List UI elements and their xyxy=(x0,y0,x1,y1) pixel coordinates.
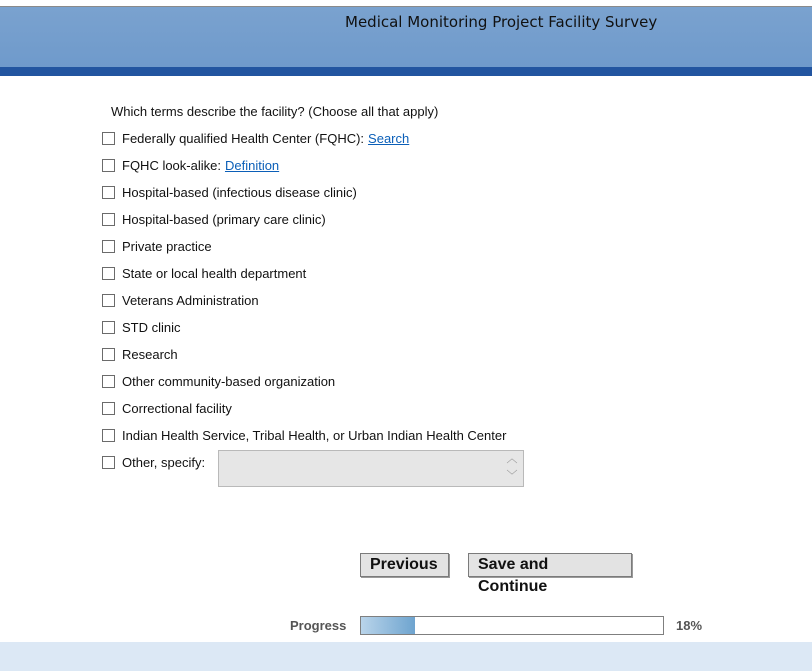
option-label: Hospital-based (primary care clinic) xyxy=(122,211,326,227)
option-veterans[interactable] xyxy=(102,291,259,309)
option-fqhc-look-alike[interactable] xyxy=(102,156,279,174)
option-correctional[interactable] xyxy=(102,399,232,417)
previous-button[interactable]: Previous xyxy=(360,553,449,577)
checkbox[interactable] xyxy=(102,159,115,172)
progress-bar xyxy=(360,616,664,635)
option-label: Hospital-based (infectious disease clinic) xyxy=(122,184,357,200)
option-label: Indian Health Service, Tribal Health, or Urban Indian Health Center xyxy=(122,427,507,443)
search-link[interactable]: Search xyxy=(368,130,410,146)
top-border xyxy=(0,0,812,7)
option-label: STD clinic xyxy=(122,319,181,335)
option-label: Veterans Administration xyxy=(122,292,259,308)
option-label: Correctional facility xyxy=(122,400,232,416)
option-label: State or local health department xyxy=(122,265,307,281)
checkbox[interactable] xyxy=(102,402,115,415)
option-label: Research xyxy=(122,346,178,362)
question-text: Which terms describe the facility? (Choose all that apply) xyxy=(111,104,439,119)
save-and-continue-button[interactable]: Save and Continue xyxy=(468,553,632,577)
option-community-org[interactable] xyxy=(102,372,335,390)
option-label: Other, specify: xyxy=(122,454,206,470)
header-divider xyxy=(0,67,812,76)
checkbox[interactable] xyxy=(102,240,115,253)
option-indian-health[interactable] xyxy=(102,426,506,444)
checkbox[interactable] xyxy=(102,294,115,307)
option-label: Other community-based organization xyxy=(122,373,336,389)
scroll-up-icon[interactable]: ︿ xyxy=(506,453,518,465)
option-fqhc[interactable] xyxy=(102,129,409,147)
checkbox[interactable] xyxy=(102,186,115,199)
checkbox[interactable] xyxy=(102,375,115,388)
option-label: Private practice xyxy=(122,238,212,254)
checkbox[interactable] xyxy=(102,456,115,469)
option-research[interactable] xyxy=(102,345,178,363)
option-other[interactable] xyxy=(102,453,205,471)
option-std-clinic[interactable] xyxy=(102,318,181,336)
option-health-department[interactable] xyxy=(102,264,306,282)
option-private-practice[interactable] xyxy=(102,237,212,255)
header xyxy=(0,7,812,67)
textarea-scrollbar[interactable] xyxy=(505,452,519,483)
scroll-down-icon[interactable]: ﹀ xyxy=(506,470,518,482)
option-hospital-infectious[interactable] xyxy=(102,183,357,201)
page-title: Medical Monitoring Project Facility Survey xyxy=(345,13,658,31)
progress-fill xyxy=(361,617,415,634)
checkbox[interactable] xyxy=(102,213,115,226)
option-label: FQHC look-alike: xyxy=(122,157,221,173)
footer xyxy=(0,642,812,671)
checkbox[interactable] xyxy=(102,132,115,145)
checkbox[interactable] xyxy=(102,321,115,334)
option-hospital-primary[interactable] xyxy=(102,210,326,228)
checkbox[interactable] xyxy=(102,267,115,280)
progress-label: Progress xyxy=(290,618,347,633)
checkbox[interactable] xyxy=(102,348,115,361)
progress-percent: 18% xyxy=(676,618,703,633)
other-specify-textarea[interactable] xyxy=(218,450,524,487)
definition-link[interactable]: Definition xyxy=(224,157,280,173)
option-label: Federally qualified Health Center (FQHC): xyxy=(122,130,365,146)
checkbox[interactable] xyxy=(102,429,115,442)
